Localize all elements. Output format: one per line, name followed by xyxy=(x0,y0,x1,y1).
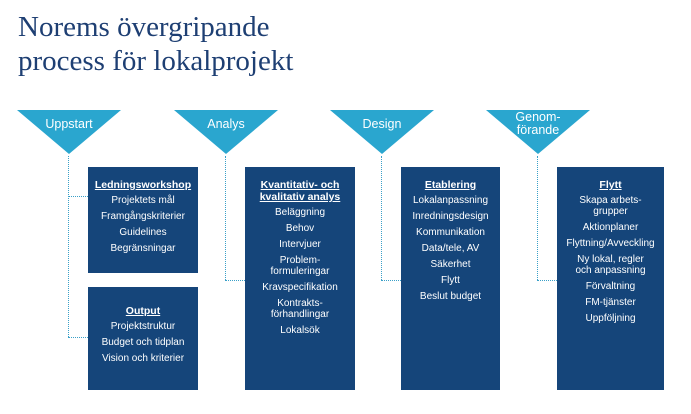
list-item: Beslut budget xyxy=(419,291,482,302)
list-item: Uppföljning xyxy=(585,313,636,324)
list-item: Projektets mål xyxy=(111,195,175,206)
list-item: Data/tele, AV xyxy=(421,243,480,254)
list-item: Budget och tidplan xyxy=(101,337,185,348)
list-item: Säkerhet xyxy=(430,259,471,270)
box-flytt xyxy=(557,167,664,390)
list-item: Kontrakts- förhandlingar xyxy=(270,298,330,320)
phase-genomforande xyxy=(486,110,590,154)
phase-label: Genom- förande xyxy=(515,110,561,137)
list-item: Aktionplaner xyxy=(582,222,639,233)
list-item: Ny lokal, regler och anpassning xyxy=(575,254,646,276)
connector-design-box xyxy=(381,280,401,281)
connector-analys-box xyxy=(225,280,245,281)
list-item: Kravspecifikation xyxy=(262,282,338,293)
phase-label: Design xyxy=(362,117,402,131)
box-heading: Etablering xyxy=(424,179,477,191)
phase-analys xyxy=(174,110,278,154)
box-heading: Flytt xyxy=(599,179,622,191)
title-line-2: process för lokalprojekt xyxy=(18,45,294,77)
title-line-1: Norems övergripande xyxy=(18,11,270,43)
list-item: Guidelines xyxy=(119,227,167,238)
box-etablering xyxy=(401,167,500,390)
list-item: FM-tjänster xyxy=(585,297,636,308)
connector-uppstart-output xyxy=(68,337,88,338)
list-item: Förvaltning xyxy=(585,281,636,292)
phase-design xyxy=(330,110,434,154)
connector-analys xyxy=(225,156,226,280)
list-item: Vision och kriterier xyxy=(101,353,185,364)
list-item: Skapa arbets- grupper xyxy=(579,195,642,217)
list-item: Intervjuer xyxy=(279,239,321,250)
connector-genomforande xyxy=(537,156,538,280)
list-item: Behov xyxy=(285,223,315,234)
list-item: Lokalanpassning xyxy=(412,195,489,206)
phase-uppstart xyxy=(17,110,121,154)
phase-label: Analys xyxy=(207,117,245,131)
box-ledningsworkshop xyxy=(88,167,198,273)
box-heading: Kvantitativ- och kvalitativ analys xyxy=(259,179,341,203)
connector-design xyxy=(381,156,382,280)
list-item: Flytt xyxy=(441,275,460,286)
page-title xyxy=(18,10,293,78)
box-analys xyxy=(245,167,355,390)
box-heading: Ledningsworkshop xyxy=(94,179,192,191)
list-item: Kommunikation xyxy=(416,227,485,238)
list-item: Begränsningar xyxy=(110,243,176,254)
list-item: Beläggning xyxy=(274,207,326,218)
list-item: Projektstruktur xyxy=(110,321,176,332)
phase-label: Uppstart xyxy=(45,117,93,131)
box-output xyxy=(88,287,198,390)
list-item: Inredningsdesign xyxy=(412,211,489,222)
connector-genomforande-box xyxy=(537,280,557,281)
connector-uppstart xyxy=(68,156,69,337)
list-item: Framgångskriterier xyxy=(101,211,185,222)
connector-uppstart-ledning xyxy=(68,196,88,197)
box-heading: Output xyxy=(125,305,161,317)
list-item: Flyttning/Avveckling xyxy=(566,238,655,249)
list-item: Lokalsök xyxy=(280,325,320,336)
list-item: Problem- formuleringar xyxy=(270,255,330,277)
